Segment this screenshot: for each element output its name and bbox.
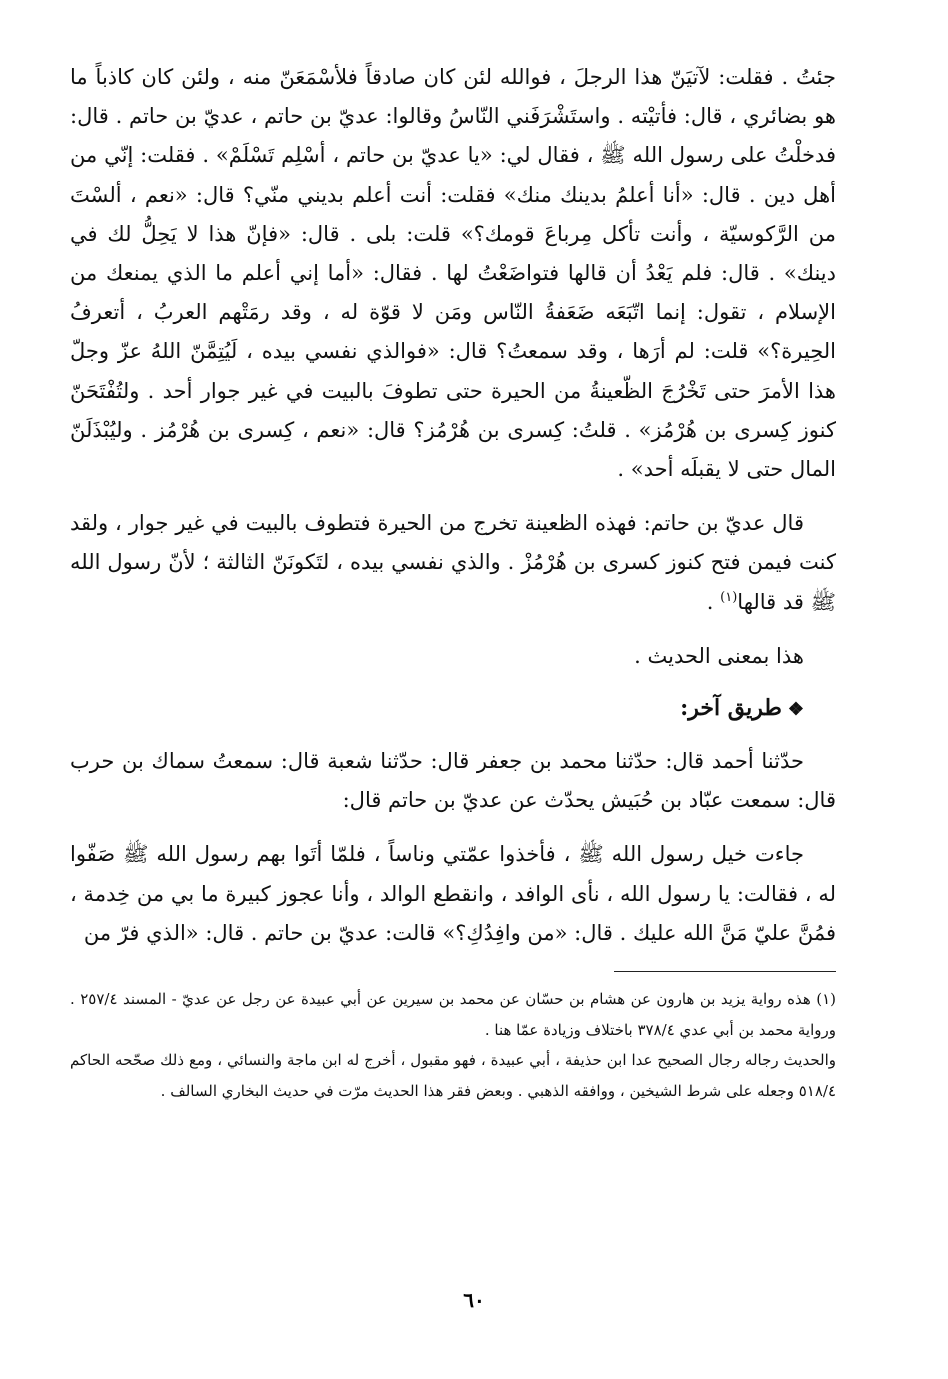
- paragraph-text: .: [706, 589, 721, 614]
- body-paragraph: جاءت خيل رسول الله ﷺ ، فأخذوا عمّتي وناساً ، فلمّا أتَوا بهم رسول الله ﷺ صَفّوا له ، فقالت: يا رسول الله ، نأى الوافد ، وانقطع الوالد ، وأنا عجوز كبيرة ما بي من خِدمة ، فمُنَّ عليّ مَنَّ الله عليك . قال: «من وافِدُكِ؟» قالت: عديّ بن حاتم . قال: «الذي فرّ من: [70, 842, 837, 945]
- diamond-bullet-icon: ❖: [787, 699, 804, 721]
- footnotes: [70, 984, 836, 1106]
- footnote: والحديث رجاله رجال الصحيح عدا ابن حذيفة ، أبي عبيدة ، فهو مقبول ، أخرج له ابن ماجة والنسائي ، ومع ذلك صحّحه الحاكم ٥١٨/٤ وجعله على شرط الشيخين ، ووافقه الذهبي . وبعض فقر هذا الحديث مرّت في حديث البخاري السالف .: [70, 1051, 836, 1100]
- footnote: (١) هذه رواية يزيد بن هارون عن هشام بن حسّان عن محمد بن سيرين عن أبي عبيدة عن رجل عن عديّ - المسند ٢٥٧/٤ . ورواية محمد بن أبي عدي ٣٧٨/٤ باختلاف وزيادة عمّا هنا .: [70, 990, 836, 1039]
- section-heading: [70, 689, 836, 729]
- body-paragraph: [70, 504, 836, 622]
- body-paragraph: هذا بمعنى الحديث .: [634, 643, 804, 668]
- body-paragraph: حدّثنا أحمد قال: حدّثنا محمد بن جعفر قال: حدّثنا شعبة قال: سمعتُ سماك بن حرب قال: سمعت عبّاد بن حُبَيش يحدّث عن عديّ بن حاتم قال:: [70, 749, 836, 813]
- page-number: ٦٠: [463, 1290, 485, 1312]
- body-paragraph: جئتُ . فقلت: لآتيَنّ هذا الرجلَ ، فوالله لئن كان صادقاً فلأسْمَعَنّ منه ، ولئن كان كاذباً ما هو بضائري ، قال: فأتيْته . واستَشْرَفَني النّاسُ وقالوا: عديّ بن حاتم ، عديّ بن حاتم . قال: فدخلْتُ على رسول الله ﷺ ، فقال لي: «يا عديّ بن حاتم ، أسْلِم تَسْلَمْ» . فقلت: إنّي من أهل دين . قال: «أنا أعلمُ بدينك منك» فقلت: أنت أعلم بديني منّي؟ قال: «نعم ، ألسْتَ من الرَّكوسيّة ، وأنت تأكل مِرباعَ قومك؟» قلت: بلى . قال: «فإنّ هذا لا يَحِلُّ لك في دينك» . قال: فلم يَعْدُ أن قالها فتواضَعْتُ لها . فقال: «أما إني أعلم ما الذي يمنعك من الإسلام ، تقول: إنما اتّبَعَه ضَعَفةُ النّاس ومَن لا قوّة له ، وقد رمَتْهم العربُ ، أتعرفُ الحِيرة؟» قلت: لم أرَها ، وقد سمعتُ؟ قال: «فوالذي نفسي بيده ، لَيُتِمَّنّ اللهُ عزّ وجلّ هذا الأمرَ حتى تَخْرُجَ الظّعينةُ من الحيرة حتى تطوفَ بالبيت في غير جوار أحد . ولتُفْتَحَنّ كنوز كِسرى بن هُرْمُز» . قلتُ: كِسرى بن هُرْمُز؟ قال: «نعم ، كِسرى بن هُرْمُز . وليُبْذَلَنّ المال حتى لا يقبلَه أحد» .: [70, 65, 836, 482]
- footnote-separator: [614, 971, 836, 972]
- paragraph-text: قال عديّ بن حاتم: فهذه الظعينة تخرج من الحيرة فتطوف بالبيت في غير جوار ، ولقد كنت فيمن فتح كنوز كسرى بن هُرْمُزْ . والذي نفسي بيده ، لتَكونَنّ الثالثة ؛ لأنّ رسول الله ﷺ قد قالها: [70, 511, 836, 614]
- footnote-reference: (١): [720, 589, 738, 605]
- section-heading-text: طريق آخر:: [680, 695, 782, 722]
